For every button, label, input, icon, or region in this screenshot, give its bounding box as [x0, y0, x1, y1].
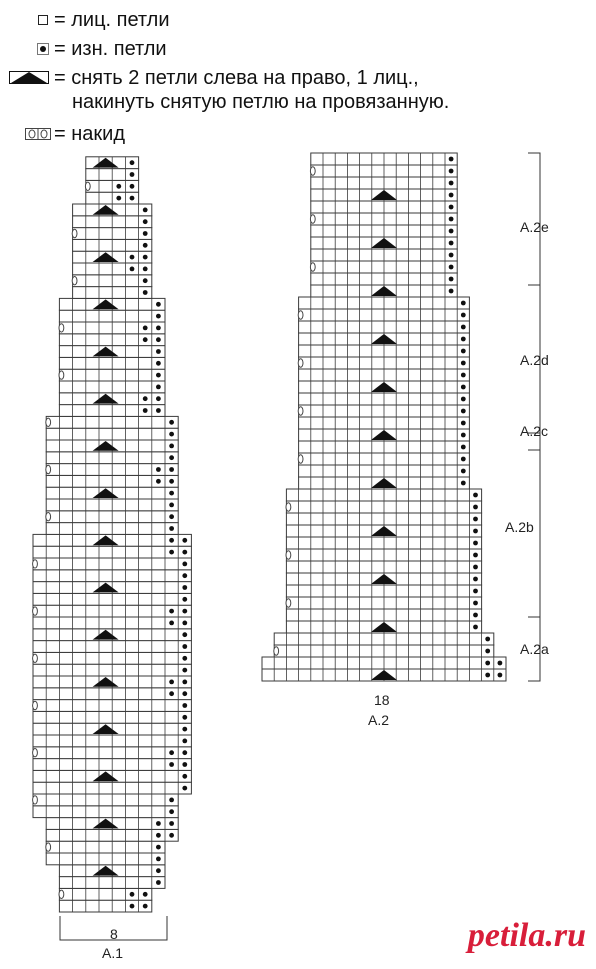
watermark-logo: petila.ru [467, 917, 586, 954]
chart-a2-purl-stitch [449, 217, 454, 222]
chart-a2-purl-stitch [449, 289, 454, 294]
chart-a2-purl-stitch [449, 229, 454, 234]
chart-a2-purl-stitch [461, 373, 466, 378]
chart-a2-grid [262, 153, 506, 681]
chart-a2-yarn-over [298, 311, 303, 319]
chart-a2-yarn-over [298, 359, 303, 367]
chart-a2-purl-stitch [473, 553, 478, 558]
chart-a2-purl-stitch [449, 193, 454, 198]
section-label-a2a: A.2a [520, 641, 549, 657]
chart-a2-purl-stitch [473, 577, 478, 582]
chart-a2-yarn-over [310, 263, 315, 271]
chart-a2-purl-stitch [449, 265, 454, 270]
chart-a2-purl-stitch [461, 409, 466, 414]
section-label-a2b: A.2b [505, 519, 534, 535]
chart-a2-yarn-over [274, 647, 279, 655]
chart-a2-purl-stitch [449, 157, 454, 162]
chart-a2-purl-stitch [485, 661, 490, 666]
chart-a2-yarn-over [286, 503, 291, 511]
chart-a2-yarn-over [286, 599, 291, 607]
chart-a2-purl-stitch [485, 637, 490, 642]
chart-a2-purl-stitch [461, 421, 466, 426]
chart-a2-purl-stitch [473, 625, 478, 630]
chart-a2-yarn-over [298, 455, 303, 463]
chart-a2-purl-stitch [461, 337, 466, 342]
chart-a2-purl-stitch [461, 349, 466, 354]
chart-a2-purl-stitch [461, 469, 466, 474]
chart-a2-purl-stitch [473, 613, 478, 618]
chart-a2-purl-stitch [449, 205, 454, 210]
chart-a2-purl-stitch [449, 169, 454, 174]
chart-a2-purl-stitch [473, 505, 478, 510]
chart-a2-purl-stitch [461, 313, 466, 318]
chart-a2-purl-stitch [461, 457, 466, 462]
chart-a2-purl-stitch [449, 181, 454, 186]
chart-a2-name: A.2 [368, 712, 390, 728]
chart-a2-yarn-over [298, 407, 303, 415]
chart-a2-purl-stitch [473, 529, 478, 534]
chart-a2-purl-stitch [473, 493, 478, 498]
legend-purl-label: = изн. петли [54, 38, 167, 60]
chart-a2-purl-stitch [473, 565, 478, 570]
chart-a2-purl-stitch [461, 301, 466, 306]
chart-a2-purl-stitch [461, 433, 466, 438]
legend-yo-label: = накид [54, 123, 125, 145]
chart-a2-purl-stitch [461, 361, 466, 366]
chart-a1-width-label: 8 [110, 926, 118, 942]
chart-a2-purl-stitch [485, 673, 490, 678]
chart-a2-purl-stitch [449, 277, 454, 282]
section-label-a2d: A.2d [520, 352, 549, 368]
chart-a2-purl-stitch [473, 601, 478, 606]
chart-a2-purl-stitch [461, 481, 466, 486]
chart-a2-purl-stitch [473, 541, 478, 546]
section-label-a2c: A.2c [520, 423, 549, 439]
chart-a2-purl-stitch [498, 673, 503, 678]
section-label-a2e: A.2e [520, 219, 549, 235]
chart-a2-purl-stitch [473, 589, 478, 594]
chart-a2-yarn-over [310, 167, 315, 175]
chart-a2-width-label: 18 [374, 692, 390, 708]
chart-a2-purl-stitch [461, 397, 466, 402]
chart-a2-purl-stitch [461, 385, 466, 390]
legend-decrease-label: = снять 2 петли слева на право, 1 лиц., [54, 67, 419, 89]
chart-a2-purl-stitch [449, 253, 454, 258]
chart-a2-purl-stitch [498, 661, 503, 666]
chart-a2-purl-stitch [473, 517, 478, 522]
chart-a2-purl-stitch [449, 241, 454, 246]
chart-a2-purl-stitch [461, 445, 466, 450]
chart-a2-yarn-over [286, 551, 291, 559]
chart-a2-yarn-over [310, 215, 315, 223]
chart-a1-name: A.1 [102, 945, 124, 961]
legend-knit-label: = лиц. петли [54, 9, 170, 31]
chart-a2-purl-stitch [461, 325, 466, 330]
legend-decrease-label-2: накинуть снятую петлю на провязанную. [72, 91, 450, 113]
chart-a2-purl-stitch [485, 649, 490, 654]
